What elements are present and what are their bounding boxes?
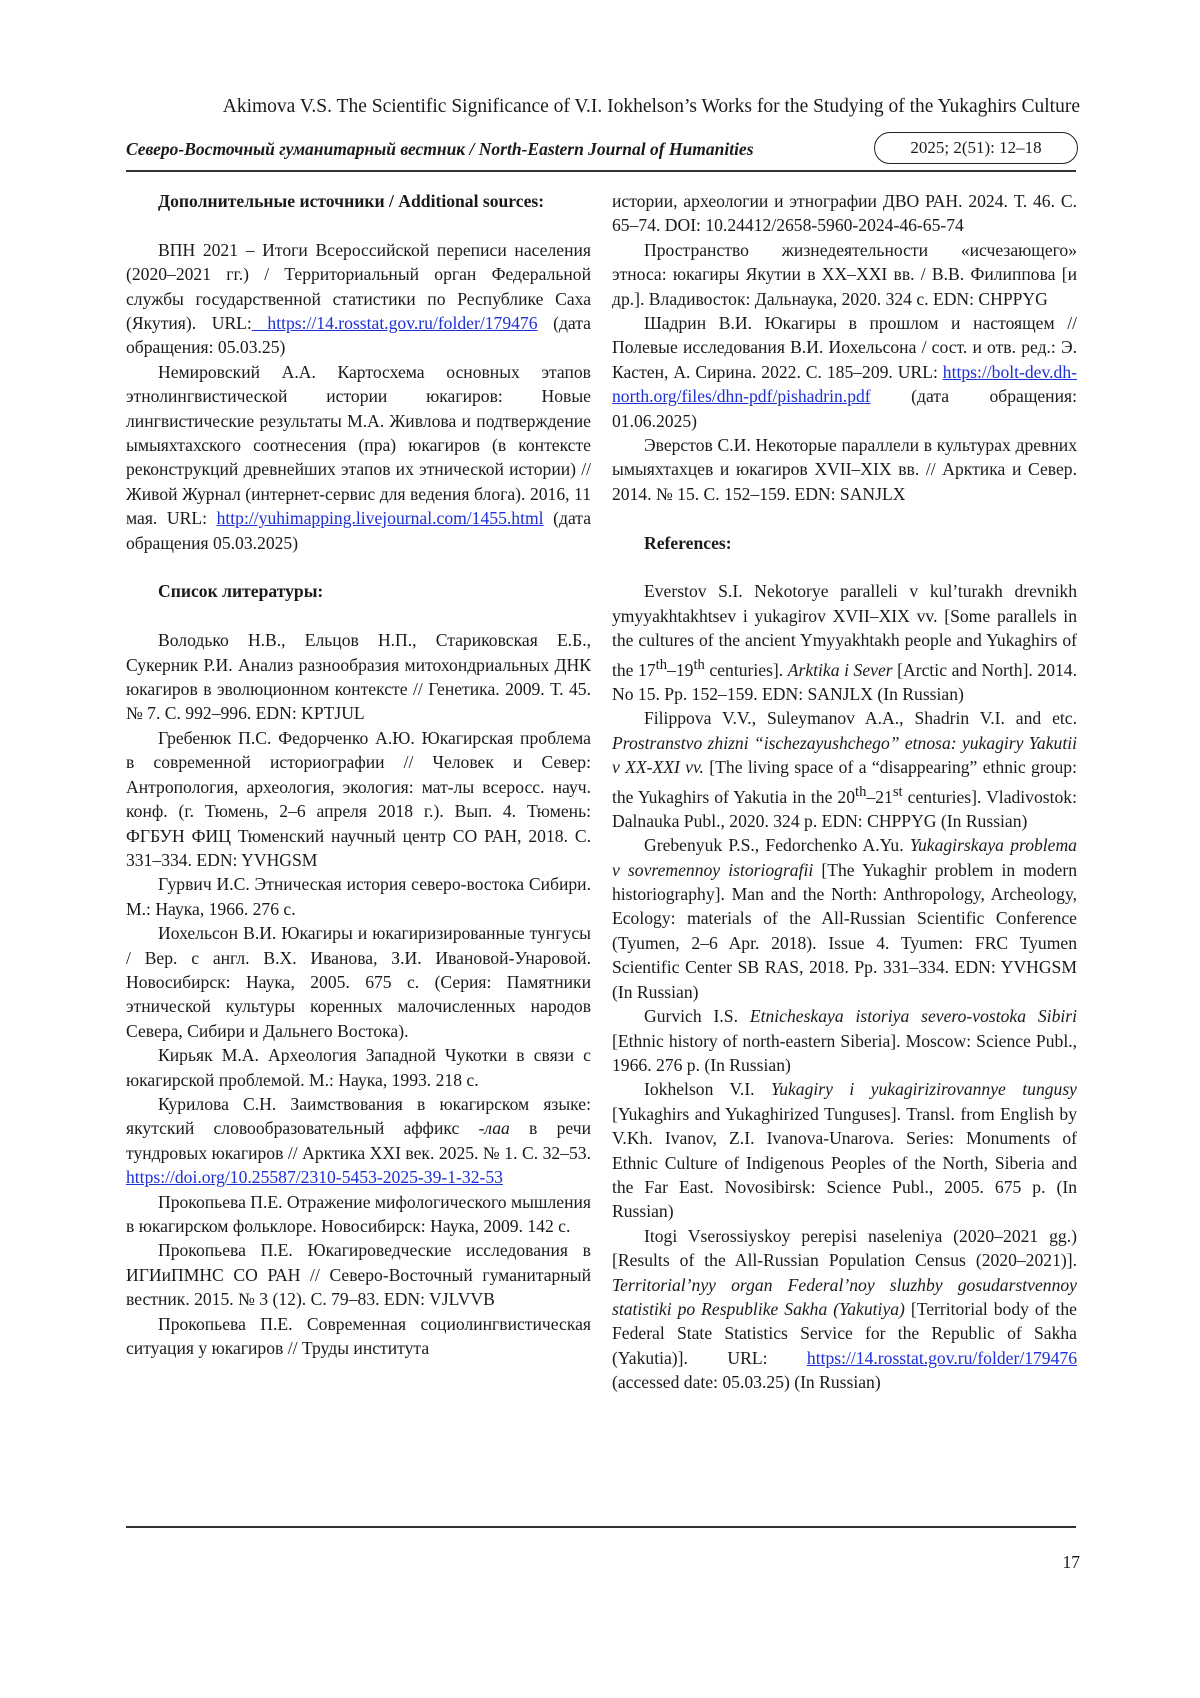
ref-kurilova: Курилова С.Н. Заимствования в юкагирском языке: якутский словообразовательный аффикс -лаа в речи тундровых юкагиров // Арктика XXI век. 2025. № 1. С. 32–53. https://doi.org/10.25587/2310-5453-2025-39-1-32-53 (126, 1093, 591, 1188)
ref-prokopyeva-3: Прокопьева П.Е. Современная социолингвистическая ситуация у юкагиров // Труды института (126, 1313, 591, 1359)
ref-continuation: истории, археологии и этнографии ДВО РАН. 2024. Т. 46. С. 65–74. DOI: 10.24412/2658-5960-2024-46-65-74 (612, 191, 1077, 236)
ref-en-itogi: Itogi Vserossiyskoy perepisi naseleniya (2020–2021 gg.) [Results of the All-Russian Population Census (2020–2021)]. Territorial’nyy organ Federal’noy sluzhby gosudarstvennoy statistiki po Respublike Sakha (Yakutiya) [Territorial body of the Federal State Statistics Service for the Republic of Sakha (Yakutia)]. URL: https://14.rosstat.gov.ru/folder/179476 (accessed date: 05.03.25) (In Russian) (612, 1225, 1077, 1393)
ref-volodko: Володько Н.В., Ельцов Н.П., Стариковская Е.Б., Сукерник Р.И. Анализ разнообразия митохондриальных ДНК юкагиров в эволюционном контексте // Генетика. 2009. Т. 45. № 7. С. 992–996. EDN: KPTJUL (126, 630, 591, 724)
references-heading: References: (644, 532, 732, 553)
left-column (126, 189, 591, 1360)
nemirovsky-link[interactable]: http://yuhimapping.livejournal.com/1455.html (216, 508, 544, 529)
ref-grebenyuk: Гребенюк П.С. Федорченко А.Ю. Юкагирская проблема в современной историографии // Человек и Север: Антропология, археология, экология: мат-лы всеросс. науч. конф. (г. Тюмень, 2–6 апреля 2018 г.). Вып. 4. Тюмень: ФГБУН ФИЦ Тюменский научный центр СО РАН, 2018. С. 331–334. EDN: YVHGSM (126, 727, 591, 870)
ref-vpn: ВПН 2021 – Итоги Всероссийской переписи населения (2020–2021 гг.) / Территориальный орган Федеральной службы государственной статистики по Республике Саха (Якутия). URL: https://14.rosstat.gov.ru/folder/179476 (дата обращения: 05.03.25) (126, 239, 591, 358)
ref-en-gurvich: Gurvich I.S. Etnicheskaya istoriya severo-vostoka Sibiri [Ethnic history of north-eastern Siberia]. Moscow: Science Publ., 1966. 276 p. (In Russian) (612, 1006, 1077, 1075)
header-rule (126, 170, 1076, 172)
right-column (612, 189, 1077, 1395)
ref-en-filippova: Filippova V.V., Suleymanov A.A., Shadrin V.I. and etc. Prostranstvo zhizni “ischezayushchego” etnosa: yukagiry Yakutii v XX-XXI vv. [The living space of a “disappearing” ethnic group: the Yukaghirs of Yakutia in the 20th–21st centuries]. Vladivostok: Dalnauka Publ., 2020. 324 p. EDN: CHPPYG (In Russian) (612, 708, 1077, 831)
ref-en-grebenyuk: Grebenyuk P.S., Fedorchenko A.Yu. Yukagirskaya problema v sovremennoy istoriografii [The Yukaghir problem in modern historiography]. Man and the North: Anthropology, Archeology, Ecology: materials of the All-Russian Scientific Conference (Tyumen, 2–6 Apr. 2018). Issue 4. Tyumen: FRC Tyumen Scientific Center SB RAS, 2018. Pp. 331–334. EDN: YVHGSM (In Russian) (612, 835, 1077, 1002)
additional-sources-heading: Дополнительные источники / Additional sources: (158, 191, 545, 211)
issue-badge: 2025; 2(51): 12–18 (874, 132, 1078, 164)
ref-prostranstvo: Пространство жизнедеятельности «исчезающего» этноса: юкагиры Якутии в XX–XXI вв. / В.В. Филиппова [и др.]. Владивосток: Дальнаука, 2020. 324 с. EDN: CHPPYG (612, 239, 1077, 309)
ref-prokopyeva-2: Прокопьева П.Е. Юкагироведческие исследования в ИГИиПМНС СО РАН // Северо-Восточный гуманитарный вестник. 2015. № 3 (12). С. 79–83. EDN: VJLVVB (126, 1240, 591, 1310)
footer-rule (126, 1526, 1076, 1528)
ref-kiryak: Кирьяк М.А. Археология Западной Чукотки в связи с юкагирской проблемой. М.: Наука, 1993. 218 с. (126, 1045, 591, 1090)
ref-en-iokhelson: Iokhelson V.I. Yukagiry i yukagirizirovannye tungusy [Yukaghirs and Yukaghirized Tunguses]. Transl. from English by V.Kh. Ivanov, Z.I. Ivanova-Unarova. Series: Monuments of Ethnic Culture of Indigenous Peoples of the North, Siberia and the Far East. Novosibirsk: Science Publ., 2005. 675 p. (In Russian) (612, 1079, 1077, 1222)
ref-gurvich: Гурвич И.С. Этническая история северо-востока Сибири. М.: Наука, 1966. 276 с. (126, 874, 591, 919)
ref-nemirovsky: Немировский А.А. Картосхема основных этапов этнолингвистической истории юкагиров: Новые лингвистические результаты М.А. Живлова и подтверждение ымыяхтахского соотнесения (пра) юкагиров (в контексте реконструкций древнейших этапов их этнической истории) // Живой Журнал (интернет-сервис для ведения блога). 2016, 11 мая. URL: http://yuhimapping.livejournal.com/1455.html (дата обращения 05.03.2025) (126, 361, 592, 553)
shadrin-link[interactable]: https://bolt-dev.dh-north.org/files/dhn-pdf/pishadrin.pdf (612, 361, 1077, 407)
ref-iokhelson: Иохельсон В.И. Юкагиры и юкагиризированные тунгусы / Вер. с англ. В.Х. Иванова, З.И. Ивановой-Унаровой. Новосибирск: Наука, 2005. 675 с. (Серия: Памятники этнической культуры коренных малочисленных народов Севера, Сибири и Дальнего Востока). (126, 923, 591, 1041)
vpn-link[interactable]: https://14.rosstat.gov.ru/folder/179476 (251, 313, 538, 334)
ref-en-everstov: Everstov S.I. Nekotorye paralleli v kul’turakh drevnikh ymyyakhtakhtsev i yukagirov XVII–XIX vv. [Some parallels in the cultures of the ancient Ymyyakhtakh people and Yukaghirs of the 17th–19th centuries]. Arktika i Sever [Arctic and North]. 2014. No 15. Pp. 152–159. EDN: SANJLX (In Russian) (612, 581, 1077, 704)
rosstat-link[interactable]: https://14.rosstat.gov.ru/folder/179476 (806, 1347, 1077, 1368)
page-number: 17 (1062, 1552, 1080, 1572)
ref-shadrin: Шадрин В.И. Юкагиры в прошлом и настоящем // Полевые исследования В.И. Иохельсона / сост. и отв. ред.: Э. Кастен, А. Сирина. 2022. С. 185–209. URL: https://bolt-dev.dh-north.org/files/dhn-pdf/pishadrin.pdf (дата обращения: 01.06.2025) (612, 313, 1077, 431)
journal-title: Северо-Восточный гуманитарный вестник / North-Eastern Journal of Humanities (126, 139, 754, 159)
literature-heading: Список литературы: (158, 581, 324, 602)
kurilova-doi-link[interactable]: https://doi.org/10.25587/2310-5453-2025-39-1-32-53 (126, 1167, 503, 1188)
running-title: Akimova V.S. The Scientific Significance of V.I. Iokhelson’s Works for the Studying of the Yukaghirs Culture (222, 96, 1080, 117)
ref-everstov-ru: Эверстов С.И. Некоторые параллели в культурах древних ымыяхтахцев и юкагиров XVII–XIX вв. // Арктика и Север. 2014. № 15. С. 152–159. EDN: SANJLX (612, 435, 1077, 504)
ref-prokopyeva-1: Прокопьева П.Е. Отражение мифологического мышления в юкагирском фольклоре. Новосибирск: Наука, 2009. 142 с. (126, 1191, 591, 1237)
